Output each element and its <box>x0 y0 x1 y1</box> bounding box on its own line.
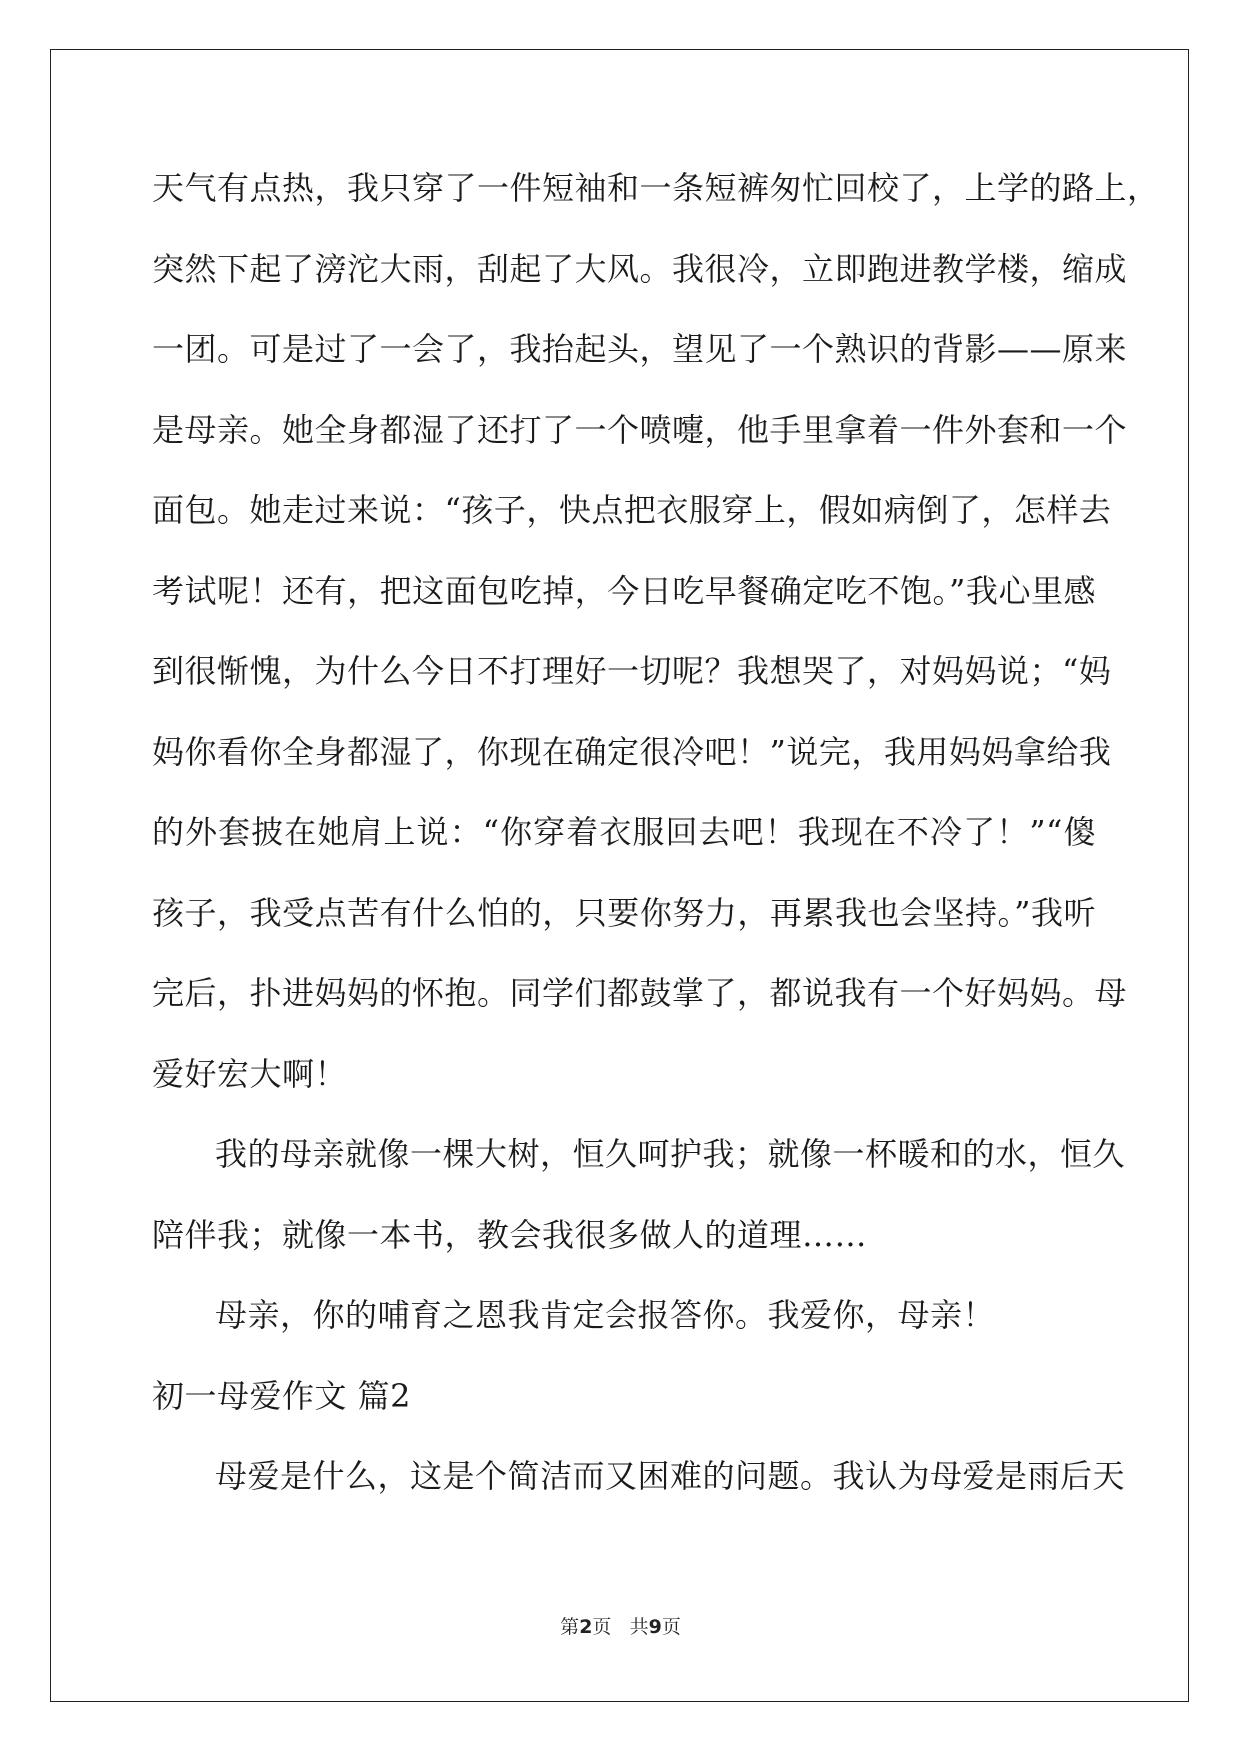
page-prefix: 第 <box>560 1616 580 1638</box>
text-line: 母爱是什么，这是个简洁而又困难的问题。我认为母爱是雨后天 <box>215 1457 1126 1495</box>
text-line: 面包。她走过来说：“孩子，快点把衣服穿上，假如病倒了，怎样去 <box>152 491 1112 529</box>
document-body <box>152 148 1160 1517</box>
total-suffix: 页 <box>661 1616 681 1638</box>
text-line: 到很惭愧，为什么今日不打理好一切呢？我想哭了，对妈妈说；“妈 <box>152 652 1112 690</box>
text-line: 爱好宏大啊！ <box>152 1054 348 1093</box>
text-line: 我的母亲就像一棵大树，恒久呵护我；就像一杯暖和的水，恒久 <box>215 1135 1126 1173</box>
text-line: 天气有点热，我只穿了一件短袖和一条短裤匆忙回校了，上学的路上， <box>152 169 1160 207</box>
page-number: 2 <box>579 1616 593 1638</box>
page-footer <box>0 1612 1241 1639</box>
paragraph-1 <box>152 148 1160 1114</box>
paragraph-4 <box>152 1436 1126 1517</box>
text-line: 完后，扑进妈妈的怀抱。同学们都鼓掌了，都说我有一个好妈妈。母 <box>152 974 1128 1012</box>
text-line: 的外套披在她肩上说：“你穿着衣服回去吧！我现在不冷了！”“傻 <box>152 813 1096 851</box>
text-line: 母亲，你的哺育之恩我肯定会报答你。我爱你，母亲！ <box>215 1296 996 1334</box>
text-line: 考试呢！还有，把这面包吃掉，今日吃早餐确定吃不饱。”我心里感 <box>152 571 1096 610</box>
section-heading: 初一母爱作文 篇2 <box>152 1376 412 1415</box>
paragraph-2 <box>152 1114 1126 1275</box>
page-suffix: 页 <box>592 1616 612 1638</box>
total-pages: 9 <box>648 1616 662 1638</box>
paragraph-3 <box>152 1275 1096 1356</box>
text-line: 陪伴我；就像一本书，教会我很多做人的道理…… <box>152 1215 868 1254</box>
text-line: 突然下起了滂沱大雨，刮起了大风。我很冷，立即跑进教学楼，缩成 <box>152 249 1128 288</box>
text-line: 是母亲。她全身都湿了还打了一个喷嚏，他手里拿着一件外套和一个 <box>152 410 1128 449</box>
text-line: 妈你看你全身都湿了，你现在确定很冷吧！”说完，我用妈妈拿给我 <box>152 732 1112 771</box>
text-line: 一团。可是过了一会了，我抬起头，望见了一个熟识的背影——原来 <box>152 330 1128 368</box>
total-prefix: 共 <box>629 1616 649 1638</box>
text-line: 孩子，我受点苦有什么怕的，只要你努力，再累我也会坚持。”我听 <box>152 893 1096 932</box>
